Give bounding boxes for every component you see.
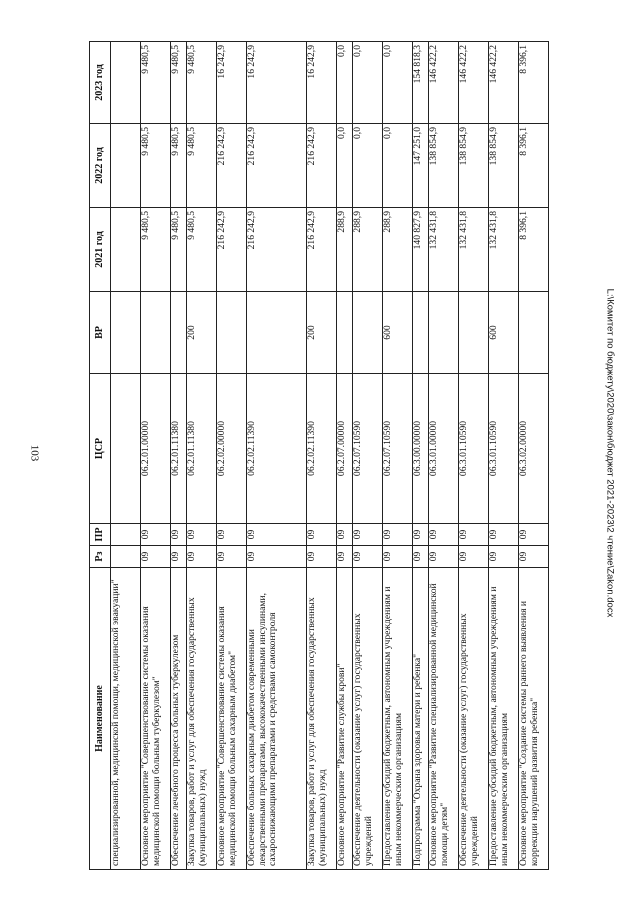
- cell-vr: [111, 292, 141, 374]
- cell-y2022: 138 854,9: [429, 124, 459, 208]
- cell-name: Основное мероприятие "Совершенствование системы оказания медицинской помощи больным сахарным диабетом": [217, 568, 247, 870]
- table-row: [187, 42, 217, 870]
- cell-csr: 06.3.01.00000: [429, 374, 459, 524]
- cell-name: Обеспечение деятельности (оказание услуг) государственных учреждений: [459, 568, 489, 870]
- cell-rz: 09: [459, 546, 489, 568]
- table-header-row: [90, 42, 111, 870]
- cell-name: специализированной, медицинской помощи, медицинской эвакуации": [111, 568, 141, 870]
- table-row: [337, 42, 353, 870]
- cell-y2021: 216 242,9: [217, 208, 247, 292]
- cell-y2021: 9 480,5: [171, 208, 187, 292]
- cell-csr: 06.3.01.10590: [459, 374, 489, 524]
- cell-y2022: 9 480,5: [187, 124, 217, 208]
- cell-csr: 06.2.01.00000: [141, 374, 171, 524]
- cell-pr: 09: [429, 524, 459, 546]
- cell-csr: 06.2.02.11390: [247, 374, 307, 524]
- cell-rz: 09: [429, 546, 459, 568]
- budget-table: [89, 41, 549, 870]
- header-name: Наименование: [90, 568, 111, 870]
- table-row: [353, 42, 383, 870]
- header-csr: ЦСР: [90, 374, 111, 524]
- cell-vr: [519, 292, 549, 374]
- cell-y2021: 132 431,8: [489, 208, 519, 292]
- cell-y2021: 132 431,8: [459, 208, 489, 292]
- cell-pr: 09: [141, 524, 171, 546]
- cell-y2021: 9 480,5: [187, 208, 217, 292]
- cell-y2022: 138 854,9: [489, 124, 519, 208]
- cell-csr: [111, 374, 141, 524]
- cell-y2022: 216 242,9: [217, 124, 247, 208]
- header-rz: Рз: [90, 546, 111, 568]
- header-2022: 2022 год: [90, 124, 111, 208]
- cell-pr: 09: [247, 524, 307, 546]
- cell-y2022: 0,0: [353, 124, 383, 208]
- cell-y2022: 8 396,1: [519, 124, 549, 208]
- cell-y2021: 140 827,9: [413, 208, 429, 292]
- cell-y2021: 8 396,1: [519, 208, 549, 292]
- table-row: [489, 42, 519, 870]
- cell-vr: 200: [307, 292, 337, 374]
- cell-name: Основное мероприятие "Развитие специализированной медицинской помощи детям": [429, 568, 459, 870]
- cell-pr: 09: [459, 524, 489, 546]
- cell-y2022: 9 480,5: [141, 124, 171, 208]
- cell-y2021: 288,9: [353, 208, 383, 292]
- budget-table-container: [89, 42, 569, 870]
- table-row: [247, 42, 307, 870]
- cell-rz: 09: [171, 546, 187, 568]
- cell-rz: 09: [187, 546, 217, 568]
- cell-y2023: 9 480,5: [171, 42, 187, 124]
- cell-y2022: 0,0: [337, 124, 353, 208]
- cell-y2022: 9 480,5: [171, 124, 187, 208]
- table-row: [429, 42, 459, 870]
- cell-y2023: [111, 42, 141, 124]
- cell-y2023: 154 818,3: [413, 42, 429, 124]
- cell-rz: 09: [519, 546, 549, 568]
- cell-y2023: 8 396,1: [519, 42, 549, 124]
- cell-rz: [111, 546, 141, 568]
- cell-pr: 09: [187, 524, 217, 546]
- cell-vr: [459, 292, 489, 374]
- table-row: [307, 42, 337, 870]
- cell-name: Основное мероприятие "Создание системы раннего выявления и коррекции нарушений развития ребенка": [519, 568, 549, 870]
- cell-pr: 09: [489, 524, 519, 546]
- cell-y2021: 216 242,9: [247, 208, 307, 292]
- cell-pr: [111, 524, 141, 546]
- cell-rz: 09: [337, 546, 353, 568]
- footer-file-path: L:\Комитет по бюджету\2020\закон\бюджет 2021-2023\2 чтение\Zakon.docx: [604, 288, 616, 618]
- header-pr: ПР: [90, 524, 111, 546]
- cell-name: Предоставление субсидий бюджетным, автономным учреждениям и иным некоммерческим организациям: [489, 568, 519, 870]
- cell-vr: [353, 292, 383, 374]
- cell-y2023: 9 480,5: [141, 42, 171, 124]
- cell-pr: 09: [383, 524, 413, 546]
- page-number: 103: [28, 444, 41, 462]
- cell-name: Обеспечение деятельности (оказание услуг) государственных учреждений: [353, 568, 383, 870]
- cell-y2023: 0,0: [353, 42, 383, 124]
- cell-y2021: 288,9: [337, 208, 353, 292]
- cell-csr: 06.3.00.00000: [413, 374, 429, 524]
- table-row: [141, 42, 171, 870]
- cell-name: Подпрограмма "Охрана здоровья матери и ребенка": [413, 568, 429, 870]
- cell-y2021: [111, 208, 141, 292]
- cell-vr: [429, 292, 459, 374]
- table-row: [519, 42, 549, 870]
- cell-csr: 06.2.02.00000: [217, 374, 247, 524]
- cell-csr: 06.3.01.10590: [489, 374, 519, 524]
- cell-y2022: [111, 124, 141, 208]
- cell-name: Закупка товаров, работ и услуг для обеспечения государственных (муниципальных) нужд: [307, 568, 337, 870]
- cell-pr: 09: [519, 524, 549, 546]
- cell-y2022: 216 242,9: [307, 124, 337, 208]
- cell-vr: [171, 292, 187, 374]
- cell-name: Основное мероприятие "Совершенствование системы оказания медицинской помощи больным туберкулезом": [141, 568, 171, 870]
- cell-rz: 09: [217, 546, 247, 568]
- cell-y2023: 16 242,9: [217, 42, 247, 124]
- table-row: [383, 42, 413, 870]
- cell-vr: [413, 292, 429, 374]
- cell-vr: [247, 292, 307, 374]
- cell-vr: 600: [383, 292, 413, 374]
- cell-pr: 09: [217, 524, 247, 546]
- cell-y2021: 288,9: [383, 208, 413, 292]
- table-row: [111, 42, 141, 870]
- cell-y2023: 0,0: [383, 42, 413, 124]
- cell-y2023: 146 422,2: [459, 42, 489, 124]
- cell-y2022: 216 242,9: [247, 124, 307, 208]
- cell-y2023: 16 242,9: [307, 42, 337, 124]
- cell-pr: 09: [353, 524, 383, 546]
- cell-vr: 600: [489, 292, 519, 374]
- header-vr: ВР: [90, 292, 111, 374]
- cell-rz: 09: [489, 546, 519, 568]
- cell-name: Закупка товаров, работ и услуг для обеспечения государственных (муниципальных) нужд: [187, 568, 217, 870]
- cell-name: Обеспечение больных сахарным диабетом современными лекарственными препаратами, высококачественными инсулинами, сахароснижающими препаратами и средствами самоконтроля: [247, 568, 307, 870]
- cell-y2023: 16 242,9: [247, 42, 307, 124]
- cell-rz: 09: [383, 546, 413, 568]
- table-row: [459, 42, 489, 870]
- table-body: [111, 42, 549, 870]
- cell-rz: 09: [141, 546, 171, 568]
- cell-y2023: 146 422,2: [429, 42, 459, 124]
- cell-name: Предоставление субсидий бюджетным, автономным учреждениям и иным некоммерческим организациям: [383, 568, 413, 870]
- cell-csr: 06.2.07.00000: [337, 374, 353, 524]
- cell-pr: 09: [171, 524, 187, 546]
- cell-vr: [141, 292, 171, 374]
- cell-name: Основное мероприятие "Развитие службы крови": [337, 568, 353, 870]
- cell-y2023: 9 480,5: [187, 42, 217, 124]
- cell-y2021: 132 431,8: [429, 208, 459, 292]
- cell-y2023: 0,0: [337, 42, 353, 124]
- cell-y2022: 147 251,0: [413, 124, 429, 208]
- cell-y2023: 146 422,2: [489, 42, 519, 124]
- cell-vr: [337, 292, 353, 374]
- cell-y2022: 0,0: [383, 124, 413, 208]
- table-row: [171, 42, 187, 870]
- cell-rz: 09: [247, 546, 307, 568]
- cell-csr: 06.3.02.00000: [519, 374, 549, 524]
- cell-pr: 09: [307, 524, 337, 546]
- cell-y2022: 138 854,9: [459, 124, 489, 208]
- cell-rz: 09: [353, 546, 383, 568]
- cell-csr: 06.2.07.10590: [353, 374, 383, 524]
- cell-vr: 200: [187, 292, 217, 374]
- header-2021: 2021 год: [90, 208, 111, 292]
- cell-vr: [217, 292, 247, 374]
- cell-csr: 06.2.07.10590: [383, 374, 413, 524]
- cell-pr: 09: [337, 524, 353, 546]
- cell-y2021: 216 242,9: [307, 208, 337, 292]
- cell-name: Обеспечение лечебного процесса больных туберкулезом: [171, 568, 187, 870]
- cell-pr: 09: [413, 524, 429, 546]
- cell-rz: 09: [307, 546, 337, 568]
- cell-csr: 06.2.01.11380: [171, 374, 187, 524]
- cell-csr: 06.2.02.11390: [307, 374, 337, 524]
- cell-y2021: 9 480,5: [141, 208, 171, 292]
- cell-csr: 06.2.01.11380: [187, 374, 217, 524]
- table-row: [217, 42, 247, 870]
- header-2023: 2023 год: [90, 42, 111, 124]
- cell-rz: 09: [413, 546, 429, 568]
- table-row: [413, 42, 429, 870]
